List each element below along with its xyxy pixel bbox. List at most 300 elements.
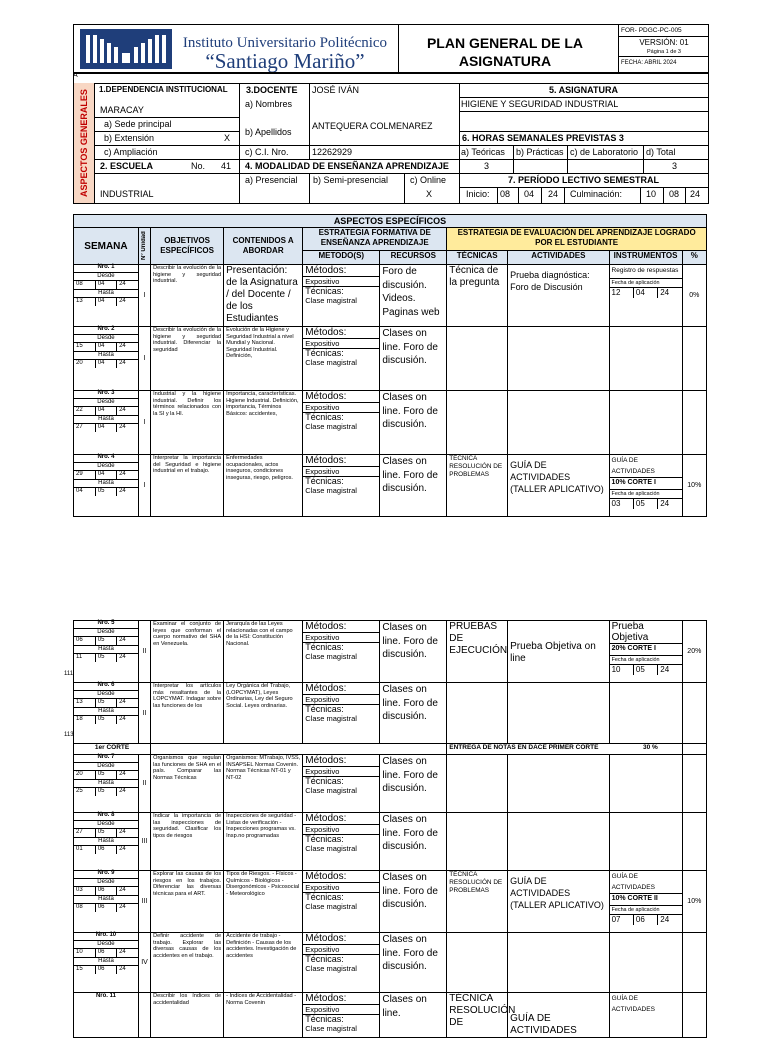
culm-day: 10 (646, 189, 657, 199)
end-year: 24 (117, 904, 138, 912)
start-year: 24 (117, 771, 138, 780)
end-month: 06 (95, 966, 116, 974)
end-year: 24 (117, 488, 138, 496)
technique-cell (447, 327, 508, 391)
unit-number: II (138, 755, 150, 813)
week-row (74, 993, 707, 1038)
presencial-label: a) Presencial (245, 175, 298, 185)
escuela-no-label: No. (191, 161, 206, 171)
start-day: 27 (74, 829, 95, 838)
technique-cell (447, 755, 508, 813)
laboratorio-label: c) de Laboratorio (570, 147, 639, 157)
method-cell (303, 933, 380, 993)
weight-percent (682, 933, 706, 993)
specific-objective: Describir la evolución de la higiene y seguridad industrial. (151, 265, 224, 327)
online-mark: X (426, 189, 433, 199)
specific-objective: Indicar la importancia de las inspecciones de seguridad. Clasificar los tipos de riesgos (151, 813, 224, 871)
technique-cell (447, 391, 508, 455)
metodos-label: Métodos: (305, 683, 347, 694)
ampliacion-label: c) Ampliación (104, 147, 158, 157)
end-day: 13 (74, 298, 95, 306)
technique-cell (447, 265, 508, 327)
end-month: 04 (95, 424, 116, 432)
metodo-expositivo: Expositivo (303, 402, 379, 413)
weight-percent (682, 327, 706, 391)
specific-objective: Describir la evolución de la higiene y seguridad industrial. Diferenciar la seguridad (151, 327, 224, 391)
unit-number: II (138, 621, 150, 683)
inicio-label: Inicio: (466, 189, 490, 199)
desde-label: Desde (74, 820, 138, 829)
tecnica-clase-magistral: Clase magistral (305, 486, 357, 495)
practicas-label: b) Prácticas (516, 147, 564, 157)
metodo-expositivo: Expositivo (303, 338, 379, 349)
asignatura-value: HIGIENE Y SEGURIDAD INDUSTRIAL (461, 99, 619, 109)
start-year: 24 (117, 887, 138, 896)
content-topic: Inspecciones de seguridad - Listas de verificación - Inspecciones programas vs. Insp.no programadas (224, 813, 303, 871)
end-month: 05 (95, 488, 116, 496)
col-instrumentos: INSTRUMENTOS (609, 250, 682, 264)
instrument-cell (609, 327, 682, 391)
resources-cell: Foro de discusión. Videos. Paginas web (380, 265, 447, 327)
evaluation-technique: TÉCNICA RESOLUCIÓN DE (449, 993, 516, 1028)
activity-cell (508, 621, 609, 683)
week-number: Nro. 7 (74, 754, 138, 762)
unit-number: II (138, 683, 150, 744)
activity-cell (508, 455, 609, 517)
metodos-label: Métodos: (305, 933, 347, 944)
apply-year: 24 (660, 288, 670, 297)
apply-year: 24 (660, 915, 670, 924)
evaluation-activity: Prueba diagnóstica: Foro de Discusión (510, 270, 590, 292)
activity-cell (508, 933, 609, 993)
hasta-label: Hasta (74, 895, 138, 904)
week-dates (74, 620, 138, 662)
unit-number (138, 993, 150, 1038)
technique-cell (447, 621, 508, 683)
general-side-text: ASPECTOS GENERALES (79, 89, 89, 197)
start-month: 06 (95, 887, 116, 896)
end-year: 24 (117, 654, 138, 662)
hasta-label: Hasta (74, 645, 138, 654)
method-cell (303, 455, 380, 517)
end-year: 24 (117, 788, 138, 796)
metodos-label: Métodos: (305, 993, 347, 1004)
tecnica-clase-magistral: Clase magistral (305, 422, 357, 431)
metodo-expositivo: Expositivo (303, 466, 379, 477)
side-mark: 113 (64, 732, 74, 738)
weight-percent (682, 755, 706, 813)
week-row (74, 683, 707, 744)
instrument-cell (609, 455, 682, 517)
tecnica-clase-magistral: Clase magistral (305, 1024, 357, 1033)
technique-cell (447, 455, 508, 517)
weight-percent: 0% (682, 265, 706, 327)
culm-month: 08 (669, 189, 680, 199)
activity-cell (508, 993, 609, 1038)
weight-percent: 10% (682, 871, 706, 933)
end-month: 05 (95, 716, 116, 724)
metodo-expositivo: Expositivo (303, 944, 379, 955)
end-day: 20 (74, 360, 95, 368)
tecnica-clase-magistral: Clase magistral (305, 358, 357, 367)
apply-month: 06 (634, 915, 658, 925)
start-day: 15 (74, 343, 95, 352)
content-topic: Presentación: de la Asignatura / del Docente / de los Estudiantes (224, 265, 303, 327)
hasta-label: Hasta (74, 779, 138, 788)
fecha-aplicacion (610, 499, 682, 509)
tecnicas-label: Técnicas: (305, 412, 344, 422)
specific-objective: Interpretar la importancia del Seguridad e higiene industrial en el trabajo. (151, 455, 224, 517)
end-year: 24 (117, 846, 138, 854)
method-cell (303, 683, 380, 744)
fecha-aplicacion-label: Fecha de aplicación (610, 278, 682, 288)
metodos-label: Métodos: (305, 621, 347, 632)
ci-label: c) C.I. Nro. (245, 147, 289, 157)
metodos-label: Métodos: (305, 455, 347, 466)
method-cell (303, 265, 380, 327)
extension-label: b) Extensión (104, 133, 155, 143)
start-day: 10 (74, 949, 95, 958)
general-side-label (74, 83, 95, 203)
method-cell (303, 327, 380, 391)
week-number: Nro. 3 (74, 390, 138, 398)
instrument-cell (609, 993, 682, 1038)
specific-objective: Organismos que regulan las funciones de SHA en el país. Comparar las Normas Técnicas (151, 755, 224, 813)
schedule-section-2 (64, 620, 707, 1038)
total-label: d) Total (646, 147, 676, 157)
schedule-table-1 (73, 214, 707, 517)
end-day: 04 (74, 488, 95, 496)
instrument-cell (609, 265, 682, 327)
col-porcentaje: % (682, 250, 706, 264)
start-day: 29 (74, 471, 95, 480)
end-day: 18 (74, 716, 95, 724)
start-day: 22 (74, 407, 95, 416)
desde-label: Desde (74, 690, 138, 699)
tecnicas-label: Técnicas: (305, 954, 344, 964)
tecnica-clase-magistral: Clase magistral (305, 652, 357, 661)
hasta-label: Hasta (74, 415, 138, 424)
instrument-cell (609, 621, 682, 683)
resources-cell: Clases on line. Foro de discusión. (380, 391, 447, 455)
week-dates (74, 326, 138, 368)
instrument-weight: 10% CORTE II (610, 893, 682, 903)
tecnicas-label: Técnicas: (305, 348, 344, 358)
teoricas-label: a) Teóricas (461, 147, 505, 157)
week-dates (74, 754, 138, 796)
col-metodos: METODO(S) (303, 250, 380, 264)
start-day: 20 (74, 771, 95, 780)
specific-objective: Describir los índices de accidentalidad (151, 993, 224, 1038)
end-day: 25 (74, 788, 95, 796)
instrument-cell (609, 391, 682, 455)
start-year: 24 (117, 699, 138, 708)
col-objetivos: OBJETIVOS ESPECÍFICOS (151, 228, 224, 265)
unit-number: I (138, 455, 150, 517)
content-topic: Tipos de Riesgos. - Físicos - Químicos - Biológicos - Disergonómicos - Psicosocial - Meteorológico (224, 871, 303, 933)
start-year: 24 (117, 637, 138, 646)
desde-label: Desde (74, 878, 138, 887)
form-info-box (618, 25, 709, 73)
corte-entrega: ENTREGA DE NOTAS EN DACE PRIMER CORTE (447, 744, 682, 755)
instrument-name: GUÍA DE ACTIVIDADES (611, 457, 655, 475)
metodo-expositivo: Expositivo (303, 882, 379, 893)
week-number: Nro. 10 (74, 932, 138, 940)
desde-label: Desde (74, 940, 138, 949)
unit-number: IV (138, 933, 150, 993)
resources-cell: Clases on line. Foro de discusión. (380, 683, 447, 744)
institute-name-line2: “Santiago Mariño” (205, 49, 365, 73)
week-dates (74, 932, 138, 974)
evaluation-technique: TÉCNICA RESOLUCIÓN DE PROBLEMAS (449, 455, 503, 478)
tecnicas-label: Técnicas: (305, 642, 344, 652)
start-month: 04 (95, 281, 116, 290)
start-month: 05 (95, 771, 116, 780)
apply-day: 10 (610, 665, 634, 675)
metodos-label: Métodos: (305, 813, 347, 824)
content-topic: Ley Orgánica del Trabajo, (LOPCYMAT), Leyes Ordinarias, Ley del Seguro Social. Leyes ordinarias. (224, 683, 303, 744)
escuela-value: INDUSTRIAL (100, 189, 154, 199)
side-mark: 111 (64, 671, 74, 677)
schedule-table-2 (64, 620, 707, 1038)
start-year: 24 (117, 829, 138, 838)
apply-month: 05 (634, 499, 658, 509)
content-topic: Evolución de la Higiene y Seguridad Industrial a nivel Mundial y Nacional. Seguridad Industrial. Definición, (224, 327, 303, 391)
desde-label: Desde (74, 334, 138, 343)
hasta-label: Hasta (74, 837, 138, 846)
desde-label: Desde (74, 272, 138, 281)
dependency-label: 1.DEPENDENCIA INSTITUCIONAL (99, 85, 228, 94)
sede-principal: a) Sede principal (104, 119, 172, 129)
week-row (74, 265, 707, 327)
end-month: 06 (95, 904, 116, 912)
week-number: Nro. 6 (74, 682, 138, 690)
specific-objective: Explorar las causas de los riesgos en los trabajos. Diferenciar las diversas técnicas para el ART. (151, 871, 224, 933)
start-month: 06 (95, 949, 116, 958)
method-cell (303, 391, 380, 455)
apply-month: 04 (634, 288, 658, 298)
start-year: 24 (117, 407, 138, 416)
end-month: 05 (95, 654, 116, 662)
week-row (74, 621, 707, 683)
week-row (74, 455, 707, 517)
instrument-weight: 20% CORTE I (610, 643, 682, 653)
horas-label: 6. HORAS SEMANALES PREVISTAS 3 (462, 133, 624, 143)
start-day: 06 (74, 637, 95, 646)
instrument-name: Registro de respuestas (611, 267, 679, 274)
general-aspects-section (73, 72, 709, 204)
desde-label: Desde (74, 762, 138, 771)
content-topic: Jerarquía de las Leyes relacionadas con el campo de la HSI: Constitución Nacional. (224, 621, 303, 683)
fecha-aplicacion (610, 915, 682, 925)
logo-icon (80, 29, 172, 69)
tecnicas-label: Técnicas: (305, 834, 344, 844)
start-year: 24 (117, 949, 138, 958)
instrument-name: GUÍA DE ACTIVIDADES (611, 873, 655, 891)
week-number: Nro. 1 (74, 264, 138, 272)
week-row (74, 933, 707, 993)
unit-number: I (138, 391, 150, 455)
hasta-label: Hasta (74, 351, 138, 360)
method-cell (303, 755, 380, 813)
title-divider (398, 25, 399, 73)
apply-year: 24 (660, 665, 670, 674)
end-day: 08 (74, 904, 95, 912)
hasta-label: Hasta (74, 707, 138, 716)
end-year: 24 (117, 360, 138, 368)
tecnica-clase-magistral: Clase magistral (305, 714, 357, 723)
resources-cell: Clases on line. Foro de discusión. (380, 933, 447, 993)
apply-day: 12 (610, 288, 634, 298)
instrument-weight: 10% CORTE I (610, 477, 682, 487)
corte-pct (682, 744, 706, 755)
docente-label: 3.DOCENTE (246, 85, 298, 95)
instrument-cell (609, 755, 682, 813)
form-page: Página 1 de 3 (647, 49, 681, 55)
activity-cell (508, 813, 609, 871)
teoricas-value: 3 (484, 161, 490, 171)
culm-year: 24 (690, 189, 701, 199)
desde-label: Desde (74, 628, 138, 637)
apply-year: 24 (660, 499, 670, 508)
tecnica-clase-magistral: Clase magistral (305, 786, 357, 795)
specific-aspects-section (73, 214, 707, 517)
week-dates (74, 390, 138, 432)
unit-number: I (138, 265, 150, 327)
resources-cell: Clases on line. Foro de discusión. (380, 327, 447, 391)
escuela-label: 2. ESCUELA (100, 161, 154, 171)
specific-objective: Interpretar los artículos más resaltantes de la LOPCYMAT. Indagar sobre las funciones de los (151, 683, 224, 744)
weeks-block-1 (74, 265, 707, 517)
end-month: 05 (95, 788, 116, 796)
start-month: 05 (95, 637, 116, 646)
asignatura-label: 5. ASIGNATURA (548, 85, 618, 95)
start-month: 05 (95, 829, 116, 838)
col-unidad: N° Unidad (140, 231, 147, 261)
activity-cell (508, 391, 609, 455)
periodo-label: 7. PERÍODO LECTIVO SEMESTRAL (507, 175, 660, 185)
inicio-day: 08 (500, 189, 511, 199)
start-year: 24 (117, 471, 138, 480)
evaluation-activity: GUÍA DE ACTIVIDADES (TALLER APLICATIVO) (510, 460, 604, 494)
end-month: 04 (95, 298, 116, 306)
extension-mark: X (224, 133, 231, 143)
apply-day: 03 (610, 499, 634, 509)
tecnicas-label: Técnicas: (305, 476, 344, 486)
form-code: FOR- PDGC-PC-005 (619, 25, 709, 37)
nombres-value: JOSÉ IVÁN (312, 85, 360, 95)
document-title: PLAN GENERAL DE LA ASIGNATURA (426, 35, 584, 69)
week-row (74, 813, 707, 871)
hasta-label: Hasta (74, 957, 138, 966)
week-row (74, 391, 707, 455)
culminacion-label: Culminación: (570, 189, 623, 199)
specific-objective: Examinar el conjunto de leyes que conforman el cuerpo normativo del SHA en Venezuela. (151, 621, 224, 683)
end-day: 11 (74, 654, 95, 662)
metodos-label: Métodos: (305, 871, 347, 882)
apply-day: 07 (610, 915, 634, 925)
metodo-expositivo: Expositivo (303, 632, 379, 643)
metodo-expositivo: Expositivo (303, 694, 379, 705)
evaluation-technique: PRUEBAS DE EJECUCIÓN (449, 621, 508, 656)
activity-cell (508, 871, 609, 933)
inicio-month: 04 (524, 189, 535, 199)
specific-objective: Industrial y la higiene industrial. Definir los términos relacionados con la SI y la HI. (151, 391, 224, 455)
instrument-name: GUÍA DE ACTIVIDADES (611, 995, 655, 1013)
resources-cell: Clases on line. (380, 993, 447, 1038)
tecnica-clase-magistral: Clase magistral (305, 844, 357, 853)
ci-value: 12262929 (312, 147, 353, 157)
resources-cell: Clases on line. Foro de discusión. (380, 813, 447, 871)
start-day: 13 (74, 699, 95, 708)
tecnicas-label: Técnicas: (305, 892, 344, 902)
end-year: 24 (117, 424, 138, 432)
week-row (74, 327, 707, 391)
evaluation-technique: TÉCNICA RESOLUCIÓN DE PROBLEMAS (449, 871, 503, 894)
semipresencial-label: b) Semi-presencial (313, 175, 389, 185)
week-dates (74, 454, 138, 496)
apply-month: 05 (634, 665, 658, 675)
start-month: 04 (95, 407, 116, 416)
document-header (73, 24, 709, 74)
method-cell (303, 871, 380, 933)
unit-number: III (138, 871, 150, 933)
fecha-aplicacion (610, 288, 682, 298)
col-contenidos: CONTENIDOS A ABORDAR (224, 228, 303, 265)
tecnicas-label: Técnicas: (305, 704, 344, 714)
start-day: 08 (74, 281, 95, 290)
modalidad-label: 4. MODALIDAD DE ENSEÑANZA APRENDIZAJE (245, 161, 449, 171)
week-number: Nro. 2 (74, 326, 138, 334)
stray-mark: A (73, 72, 78, 79)
start-day: 03 (74, 887, 95, 896)
form-date: FECHA: ABRIL 2024 (619, 56, 709, 69)
specific-objective: Definir accidente de trabajo. Explorar las diversas causas de los accidentes en el trabajo. (151, 933, 224, 993)
tecnicas-label: Técnicas: (305, 286, 344, 296)
hasta-label: Hasta (74, 479, 138, 488)
evaluation-activity: GUÍA DE ACTIVIDADES (510, 1013, 577, 1036)
fecha-aplicacion-label: Fecha de aplicación (610, 905, 682, 915)
end-day: 15 (74, 966, 95, 974)
content-topic: Enfermedades ocupacionales, actos inseguros, condiciones inseguras, riesgo, peligros. (224, 455, 303, 517)
weight-percent: 20% (682, 621, 706, 683)
total-value: 3 (672, 161, 678, 171)
week-row (74, 871, 707, 933)
resources-cell: Clases on line. Foro de discusión. (380, 621, 447, 683)
technique-cell (447, 933, 508, 993)
content-topic: Accidente de trabajo - Definición - Causas de los accidentes. Investigación de accidentes (224, 933, 303, 993)
fecha-aplicacion (610, 665, 682, 675)
week-dates (74, 682, 138, 724)
instrument-cell (609, 683, 682, 744)
method-cell (303, 621, 380, 683)
col-evaluacion: ESTRATEGIA DE EVALUACIÓN DEL APRENDIZAJE LOGRADO POR EL ESTUDIANTE (447, 228, 707, 251)
metodos-label: Métodos: (305, 755, 347, 766)
end-day: 27 (74, 424, 95, 432)
metodos-label: Métodos: (305, 391, 347, 402)
online-label: c) Online (410, 175, 447, 185)
weeks-block-3 (74, 755, 707, 1038)
week-number: Nro. 5 (74, 620, 138, 628)
week-number: Nro. 11 (95, 993, 116, 999)
content-topic: - Índices de Accidentalidad - Norma Covenin (224, 993, 303, 1038)
start-month: 05 (95, 699, 116, 708)
instrument-cell (609, 813, 682, 871)
evaluation-technique: Técnica de la pregunta (449, 265, 500, 288)
tecnica-clase-magistral: Clase magistral (305, 296, 357, 305)
activity-cell (508, 265, 609, 327)
week-dates (74, 870, 138, 912)
